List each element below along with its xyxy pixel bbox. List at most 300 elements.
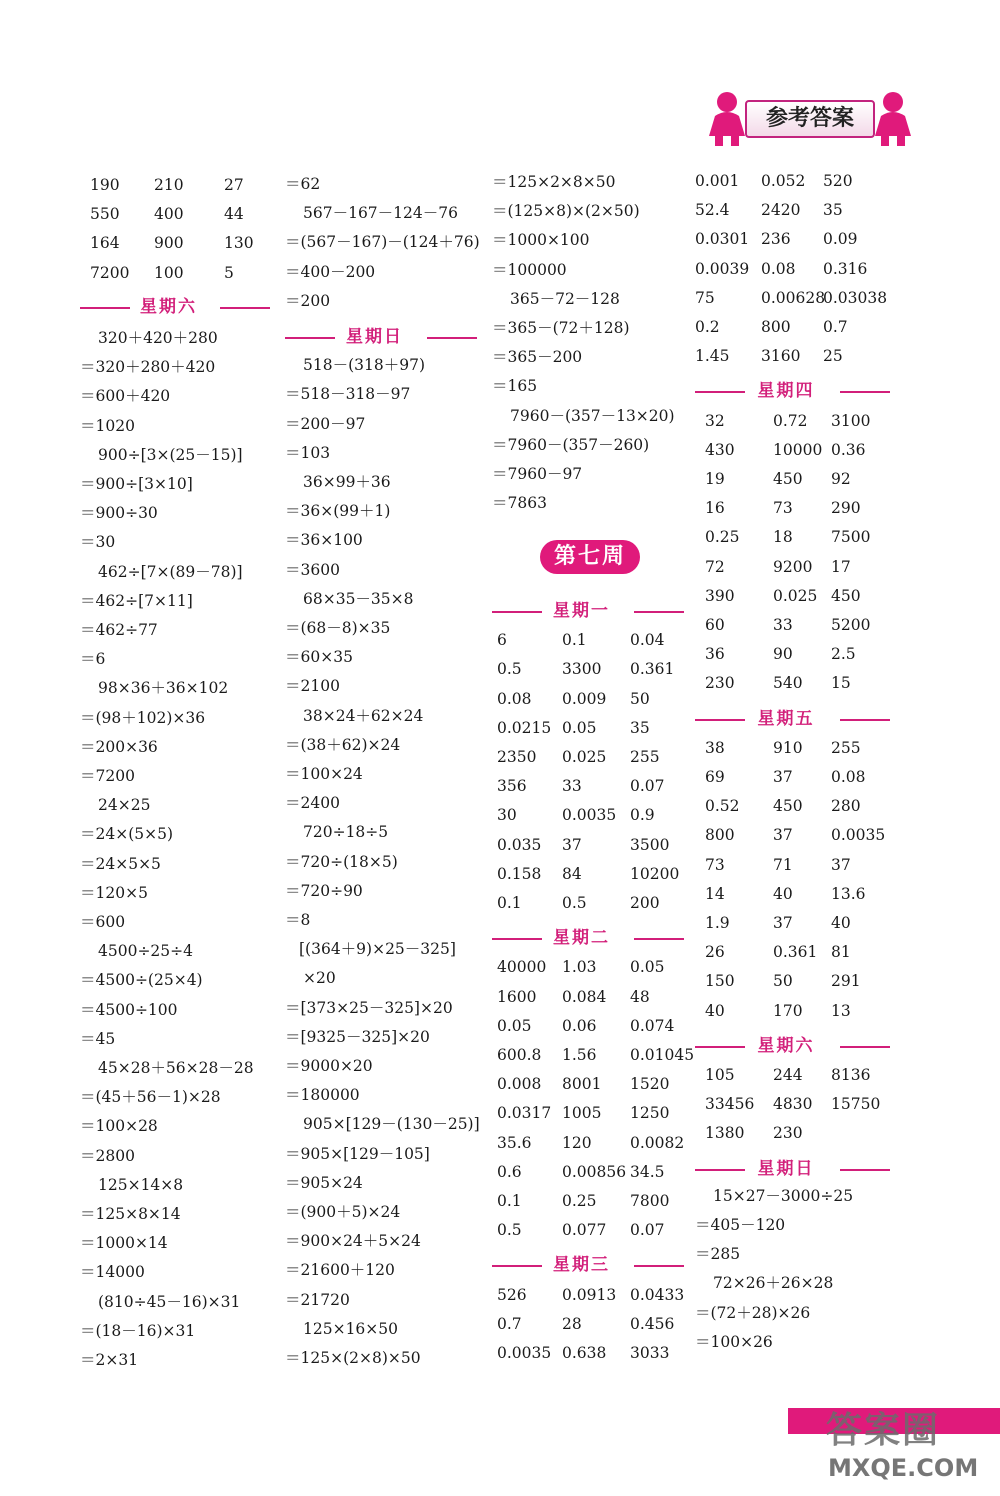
grid-cell: 800 <box>705 826 735 845</box>
grid-cell: 90 <box>773 645 793 664</box>
grid-cell: 7800 <box>630 1192 670 1210</box>
day-label: 星期二 <box>553 928 610 949</box>
grid-cell: 0.6 <box>497 1162 522 1181</box>
week-seven-badge: 第七周 <box>540 540 640 574</box>
grid-cell: 450 <box>773 797 803 816</box>
rule-right <box>634 1265 684 1267</box>
equation-line: ＝45 <box>80 1029 116 1048</box>
grid-cell: 0.035 <box>497 835 542 854</box>
day-label: 星期三 <box>553 1255 610 1276</box>
grid-cell: 6 <box>497 631 507 650</box>
equation-line: ＝462÷77 <box>80 621 158 639</box>
equation-line: ＝905×24 <box>285 1173 363 1192</box>
equation-line: ＝100×28 <box>80 1117 158 1136</box>
grid-cell: 10000 <box>773 440 823 459</box>
grid-cell: 0.009 <box>562 689 607 708</box>
equation-line: ＝900÷[3×10] <box>80 475 193 493</box>
grid-cell: 0.7 <box>823 318 848 336</box>
grid-cell: 255 <box>831 738 861 757</box>
equation-line: ＝100×24 <box>285 765 363 783</box>
grid-cell: 92 <box>831 470 851 488</box>
grid-cell: 0.0913 <box>562 1285 617 1304</box>
grid-cell: 28 <box>562 1314 582 1333</box>
equation-line: ＝(567－167)－(124＋76) <box>285 233 480 252</box>
grid-cell: 520 <box>823 172 853 190</box>
grid-cell: 15 <box>831 674 851 693</box>
grid-cell: 7200 <box>90 263 130 282</box>
equation-line: ＝6 <box>80 650 106 669</box>
equation-line: ＝9000×20 <box>285 1057 373 1075</box>
equation-line: 905×[129－(130－25)] <box>303 1115 480 1134</box>
equation-line: ＝100000 <box>492 260 567 279</box>
equation-line: ＝200 <box>285 291 331 310</box>
equation-line: 98×36＋36×102 <box>98 679 229 698</box>
equation-line: 15×27－3000÷25 <box>713 1186 854 1205</box>
grid-cell: 526 <box>497 1285 527 1304</box>
equation-line: ＝518－318－97 <box>285 385 411 404</box>
equation-line: 125×16×50 <box>303 1319 399 1338</box>
grid-cell: 0.052 <box>761 172 806 190</box>
day-header <box>695 707 890 731</box>
grid-cell: 2350 <box>497 748 537 766</box>
equation-line: ＝30 <box>80 533 116 552</box>
grid-cell: 35 <box>630 718 650 737</box>
grid-cell: 36 <box>705 645 725 664</box>
grid-cell: 0.52 <box>705 797 740 816</box>
rule-left <box>695 391 745 393</box>
equation-line: ＝103 <box>285 443 331 462</box>
grid-cell: 0.361 <box>630 660 675 679</box>
grid-cell: 40000 <box>497 958 547 977</box>
grid-cell: 291 <box>831 972 861 991</box>
grid-cell: 0.0035 <box>497 1344 552 1362</box>
grid-cell: 44 <box>224 205 244 224</box>
grid-cell: 0.01045 <box>630 1046 695 1064</box>
equation-line: ＝2×31 <box>80 1351 139 1369</box>
grid-cell: 3160 <box>761 347 801 366</box>
grid-cell: 0.05 <box>497 1016 532 1035</box>
rule-left <box>492 938 542 940</box>
grid-cell: 0.1 <box>497 1192 522 1210</box>
grid-cell: 81 <box>831 943 851 962</box>
grid-cell: 130 <box>224 234 254 253</box>
grid-cell: 0.09 <box>823 230 858 249</box>
rule-left <box>695 719 745 721</box>
equation-line: 24×25 <box>98 796 151 815</box>
grid-cell: 280 <box>831 797 861 816</box>
equation-line: 68×35－35×8 <box>303 589 414 608</box>
rule-left <box>695 1046 745 1048</box>
grid-cell: 0.0082 <box>630 1133 685 1152</box>
grid-cell: 200 <box>630 894 660 912</box>
equation-line: ＝365－(72＋128) <box>492 319 630 337</box>
grid-cell: 52.4 <box>695 201 730 220</box>
equation-line: ＝2400 <box>285 794 340 813</box>
watermark-site: MXQE.COM <box>828 1454 979 1482</box>
equation-line: ＝720÷90 <box>285 881 363 900</box>
day-label: 星期日 <box>346 327 403 347</box>
grid-cell: 290 <box>831 499 861 518</box>
rule-right <box>427 337 477 339</box>
grid-cell: 0.05 <box>630 958 665 977</box>
grid-cell: 73 <box>705 855 725 874</box>
answer-key-badge <box>705 86 915 154</box>
equation-line: ＝7200 <box>80 767 135 785</box>
grid-cell: 170 <box>773 1001 803 1020</box>
equation-line: ＝7960－97 <box>492 465 583 483</box>
grid-cell: 0.06 <box>562 1016 597 1035</box>
grid-cell: 38 <box>705 738 725 757</box>
grid-cell: 0.456 <box>630 1314 675 1333</box>
equation-line: 720÷18÷5 <box>303 823 389 842</box>
rule-right <box>634 611 684 613</box>
day-label: 星期一 <box>553 601 610 621</box>
equation-line: ＝125×2×8×50 <box>492 173 616 191</box>
grid-cell: 0.084 <box>562 987 607 1006</box>
grid-cell: 37 <box>562 835 582 854</box>
grid-cell: 0.36 <box>831 440 866 459</box>
grid-cell: 8136 <box>831 1066 871 1084</box>
day-header <box>285 325 477 349</box>
day-header <box>492 599 684 623</box>
grid-cell: 3033 <box>630 1344 670 1362</box>
grid-cell: 14 <box>705 884 725 903</box>
grid-cell: 33 <box>773 616 793 634</box>
grid-cell: 400 <box>154 205 184 224</box>
rule-right <box>840 391 890 393</box>
grid-cell: 1005 <box>562 1104 602 1123</box>
equation-line: ＝405－120 <box>695 1216 786 1234</box>
grid-cell: 0.0039 <box>695 259 750 278</box>
grid-cell: 13.6 <box>831 884 866 903</box>
grid-cell: 0.25 <box>562 1192 597 1210</box>
grid-cell: 37 <box>773 768 793 786</box>
grid-cell: 1.45 <box>695 347 730 366</box>
grid-cell: 25 <box>823 347 843 366</box>
grid-cell: 0.0035 <box>831 826 886 845</box>
rule-right <box>840 719 890 721</box>
grid-cell: 540 <box>773 674 803 693</box>
equation-line: 38×24＋62×24 <box>303 706 424 725</box>
equation-line: ＝36×(99＋1) <box>285 502 391 521</box>
grid-cell: 50 <box>630 689 650 708</box>
equation-line: ＝900÷30 <box>80 504 158 523</box>
day-header <box>695 1034 890 1058</box>
grid-cell: 210 <box>154 176 184 194</box>
grid-cell: 550 <box>90 205 120 224</box>
grid-cell: 72 <box>705 557 725 576</box>
grid-cell: 0.0301 <box>695 230 750 249</box>
equation-line: 7960－(357－13×20) <box>510 406 675 425</box>
grid-cell: 0.07 <box>630 1221 665 1240</box>
grid-cell: 50 <box>773 972 793 991</box>
grid-cell: 800 <box>761 318 791 336</box>
grid-cell: 0.0035 <box>562 806 617 825</box>
equation-line: ＝24×5×5 <box>80 854 161 873</box>
grid-cell: 73 <box>773 499 793 518</box>
grid-cell: 2420 <box>761 201 801 220</box>
equation-line: ＝7960－(357－260) <box>492 435 650 454</box>
grid-cell: 71 <box>773 855 793 874</box>
grid-cell: 3300 <box>562 660 602 679</box>
equation-line: ＝(72＋28)×26 <box>695 1303 811 1322</box>
grid-cell: 26 <box>705 943 725 962</box>
grid-cell: 0.025 <box>562 748 607 766</box>
equation-line: ＝1020 <box>80 416 135 435</box>
day-label: 星期四 <box>757 381 815 402</box>
equation-line: 45×28＋56×28－28 <box>98 1059 254 1077</box>
grid-cell: 0.00856 <box>562 1162 627 1181</box>
equation-line: ＝(18－16)×31 <box>80 1321 196 1340</box>
equation-line: 320＋420＋280 <box>98 329 218 347</box>
grid-cell: 5 <box>224 263 234 282</box>
grid-cell: 0.025 <box>773 586 818 605</box>
rule-right <box>220 307 270 309</box>
equation-line: ＝62 <box>285 175 321 193</box>
answer-key-title: 参考答案 <box>745 100 875 138</box>
equation-line: ＝200－97 <box>285 414 366 433</box>
rule-left <box>285 337 335 339</box>
equation-line: ＝600 <box>80 913 126 931</box>
rule-left <box>492 1265 542 1267</box>
equation-line: 462÷[7×(89－78)] <box>98 562 243 581</box>
grid-cell: 1.56 <box>562 1046 597 1064</box>
rule-left <box>80 307 130 309</box>
grid-cell: 356 <box>497 777 527 796</box>
rule-right <box>634 938 684 940</box>
equation-line: ＝60×35 <box>285 648 353 667</box>
equation-line: ＝(45＋56－1)×28 <box>80 1088 221 1107</box>
equation-line: ＝[9325－325]×20 <box>285 1027 430 1046</box>
equation-line: ＝14000 <box>80 1263 145 1282</box>
grid-cell: 33456 <box>705 1095 755 1114</box>
grid-cell: 1380 <box>705 1124 745 1143</box>
day-label: 星期六 <box>757 1035 815 1056</box>
equation-line: ＝24×(5×5) <box>80 825 174 844</box>
grid-cell: 15750 <box>831 1095 881 1114</box>
equation-line: ＝(98＋102)×36 <box>80 708 206 727</box>
grid-cell: 255 <box>630 748 660 766</box>
equation-line: ＝285 <box>695 1245 741 1264</box>
grid-cell: 1250 <box>630 1104 670 1123</box>
grid-cell: 600.8 <box>497 1046 542 1064</box>
grid-cell: 0.1 <box>562 631 587 650</box>
grid-cell: 35.6 <box>497 1133 532 1152</box>
grid-cell: 34.5 <box>630 1162 665 1181</box>
grid-cell: 5200 <box>831 616 871 634</box>
grid-cell: 0.001 <box>695 172 740 190</box>
grid-cell: 0.5 <box>497 660 522 679</box>
grid-cell: 910 <box>773 738 803 757</box>
grid-cell: 0.361 <box>773 943 818 962</box>
day-header <box>492 1253 684 1277</box>
grid-cell: 35 <box>823 201 843 220</box>
grid-cell: 244 <box>773 1066 803 1084</box>
grid-cell: 40 <box>773 884 793 903</box>
equation-line: ＝4500÷100 <box>80 1000 178 1019</box>
grid-cell: 236 <box>761 230 791 249</box>
equation-line: 365－72－128 <box>510 289 620 308</box>
grid-cell: 190 <box>90 176 120 194</box>
equation-line: ＝4500÷(25×4) <box>80 971 203 990</box>
grid-cell: 13 <box>831 1001 851 1020</box>
equation-line: ＝600＋420 <box>80 387 171 406</box>
watermark <box>820 1400 1000 1496</box>
grid-cell: 37 <box>831 855 851 874</box>
equation-line: ＝(68－8)×35 <box>285 619 391 637</box>
grid-cell: 8001 <box>562 1075 602 1094</box>
grid-cell: 1.03 <box>562 958 597 977</box>
grid-cell: 1600 <box>497 987 537 1006</box>
grid-cell: 84 <box>562 864 582 883</box>
day-header <box>80 295 270 319</box>
grid-cell: 0.25 <box>705 528 740 547</box>
rule-right <box>840 1046 890 1048</box>
grid-cell: 37 <box>773 914 793 932</box>
child-figure-right-icon <box>871 90 915 146</box>
grid-cell: 3100 <box>831 411 871 430</box>
grid-cell: 7500 <box>831 528 871 547</box>
grid-cell: 0.074 <box>630 1016 675 1035</box>
equation-line: ＝462÷[7×11] <box>80 591 193 610</box>
grid-cell: 120 <box>562 1133 592 1152</box>
grid-cell: 0.008 <box>497 1075 542 1094</box>
day-header <box>695 1157 890 1181</box>
grid-cell: 390 <box>705 586 735 605</box>
grid-cell: 16 <box>705 499 725 518</box>
equation-line: ＝120×5 <box>80 883 148 902</box>
grid-cell: 0.7 <box>497 1314 522 1333</box>
equation-line: 4500÷25÷4 <box>98 942 194 961</box>
grid-cell: 0.077 <box>562 1221 607 1240</box>
grid-cell: 450 <box>831 586 861 605</box>
grid-cell: 40 <box>831 914 851 932</box>
grid-cell: 0.0317 <box>497 1104 552 1123</box>
grid-cell: 27 <box>224 176 244 194</box>
equation-line: 125×14×8 <box>98 1175 184 1194</box>
grid-cell: 0.08 <box>497 689 532 708</box>
day-label: 星期日 <box>757 1158 815 1179</box>
grid-cell: 0.08 <box>831 768 866 786</box>
equation-line: 518－(318＋97) <box>303 356 425 375</box>
rule-left <box>695 1169 745 1171</box>
equation-line: ＝400－200 <box>285 262 376 281</box>
equation-line: ＝2800 <box>80 1146 135 1165</box>
grid-cell: 230 <box>705 674 735 693</box>
grid-cell: 430 <box>705 440 735 459</box>
day-header <box>492 926 684 950</box>
equation-line: ＝[373×25－325]×20 <box>285 998 453 1017</box>
grid-cell: 0.158 <box>497 864 542 883</box>
grid-cell: 105 <box>705 1066 735 1084</box>
equation-line: [(364＋9)×25－325] <box>299 940 456 959</box>
grid-cell: 0.9 <box>630 806 655 825</box>
grid-cell: 37 <box>773 826 793 845</box>
equation-line: ＝(38＋62)×24 <box>285 735 401 754</box>
grid-cell: 19 <box>705 470 725 488</box>
rule-right <box>840 1169 890 1171</box>
grid-cell: 2.5 <box>831 645 856 664</box>
equation-line: ＝21600＋120 <box>285 1261 395 1280</box>
grid-cell: 0.03038 <box>823 288 888 307</box>
watermark-logo: 答案圈 <box>826 1410 941 1451</box>
grid-cell: 0.316 <box>823 259 868 278</box>
grid-cell: 0.5 <box>562 894 587 912</box>
grid-cell: 69 <box>705 768 725 786</box>
equation-line: ＝165 <box>492 377 538 396</box>
grid-cell: 900 <box>154 234 184 253</box>
grid-cell: 0.05 <box>562 718 597 737</box>
rule-left <box>492 611 542 613</box>
grid-cell: 450 <box>773 470 803 488</box>
equation-line: ＝1000×100 <box>492 231 590 250</box>
grid-cell: 75 <box>695 288 715 307</box>
equation-line: 72×26＋26×28 <box>713 1274 834 1293</box>
grid-cell: 0.72 <box>773 411 808 430</box>
equation-line: ＝(900＋5)×24 <box>285 1203 401 1221</box>
equation-line: (810÷45－16)×31 <box>98 1292 241 1311</box>
equation-line: ＝7863 <box>492 494 547 513</box>
equation-line: ＝(125×8)×(2×50) <box>492 202 640 221</box>
grid-cell: 0.1 <box>497 894 522 912</box>
day-header <box>695 379 890 403</box>
grid-cell: 0.00628 <box>761 288 826 307</box>
grid-cell: 30 <box>497 806 517 825</box>
grid-cell: 48 <box>630 987 650 1006</box>
grid-cell: 0.5 <box>497 1221 522 1240</box>
equation-line: 36×99＋36 <box>303 473 391 491</box>
equation-line: ＝1000×14 <box>80 1234 168 1253</box>
equation-line: ＝8 <box>285 911 311 929</box>
grid-cell: 100 <box>154 263 184 282</box>
grid-cell: 0.08 <box>761 259 796 278</box>
equation-line: ＝125×(2×8)×50 <box>285 1349 421 1367</box>
equation-line: 900÷[3×(25－15)] <box>98 445 243 464</box>
equation-line: ＝180000 <box>285 1086 360 1105</box>
grid-cell: 33 <box>562 777 582 796</box>
grid-cell: 0.0215 <box>497 718 552 737</box>
grid-cell: 150 <box>705 972 735 991</box>
grid-cell: 10200 <box>630 864 680 883</box>
grid-cell: 1520 <box>630 1075 670 1094</box>
grid-cell: 0.638 <box>562 1344 607 1362</box>
equation-line: ＝320＋280＋420 <box>80 358 216 377</box>
equation-line: ＝900×24＋5×24 <box>285 1232 421 1251</box>
grid-cell: 0.2 <box>695 318 720 336</box>
grid-cell: 0.07 <box>630 777 665 796</box>
equation-line: ＝36×100 <box>285 531 363 550</box>
equation-line: ＝3600 <box>285 560 340 579</box>
grid-cell: 18 <box>773 528 793 547</box>
day-label: 星期六 <box>140 296 197 317</box>
grid-cell: 9200 <box>773 557 813 576</box>
grid-cell: 4830 <box>773 1095 813 1114</box>
grid-cell: 1.9 <box>705 914 730 932</box>
child-figure-left-icon <box>705 90 749 146</box>
equation-line: ＝720÷(18×5) <box>285 852 398 871</box>
grid-cell: 0.0433 <box>630 1285 685 1304</box>
equation-line: ＝200×36 <box>80 737 158 756</box>
equation-line: 567－167－124－76 <box>303 204 458 223</box>
grid-cell: 164 <box>90 234 120 253</box>
equation-line: ＝21720 <box>285 1290 350 1309</box>
equation-line: ×20 <box>303 969 336 988</box>
grid-cell: 0.04 <box>630 631 665 650</box>
day-label: 星期五 <box>757 708 815 729</box>
equation-line: ＝365－200 <box>492 348 583 367</box>
grid-cell: 32 <box>705 411 725 430</box>
equation-line: ＝100×26 <box>695 1332 773 1351</box>
